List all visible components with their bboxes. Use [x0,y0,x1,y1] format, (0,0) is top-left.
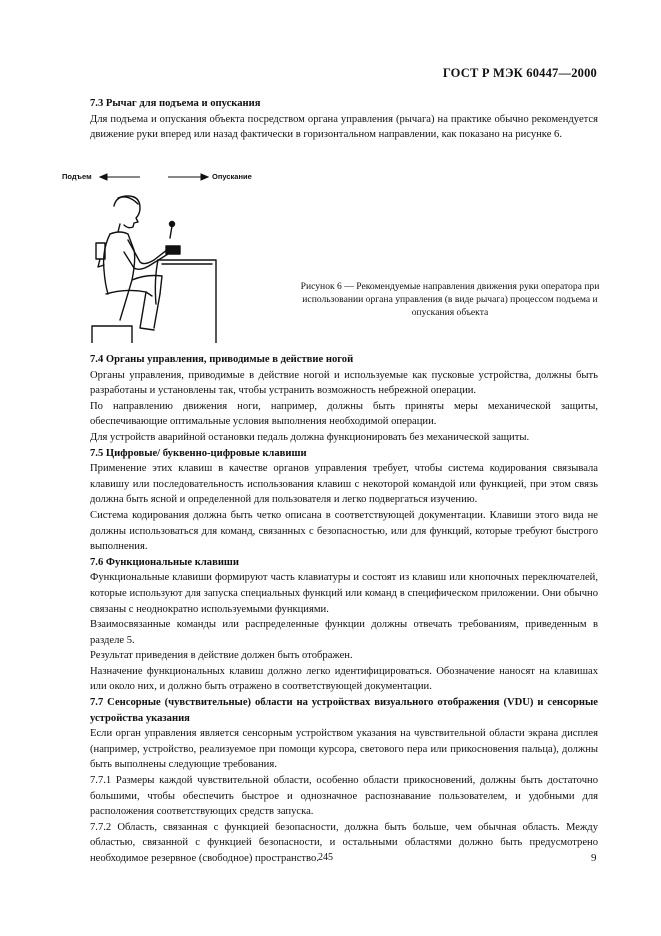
page-number-center: 245 [318,852,333,863]
section-7-4-heading: 7.4 Органы управления, приводимые в действие ногой [90,354,354,365]
section-7-3-paragraph: Для подъема и опускания объекта посредством органа управления (рычага) на практике обычно рекомендуется движение руки вперед или назад фактически в горизонтальном направлении, как показано на рисунке 6. [90,113,598,141]
section-7-4-paragraph-1: Органы управления, приводимые в действие ногой и используемые как пусковые устройства, должны быть разработаны и установлены так, чтобы устранить возможность небрежной операции. [90,369,598,397]
section-7-7-1-paragraph: 7.7.1 Размеры каждой чувствительной области, особенно области прикосновений, должны быть достаточно большими, чтобы обеспечить быстрое и однозначное распознавание пользователем, и удобными для расположения соответствующих средств запуска. [90,775,598,818]
standard-code: ГОСТ Р МЭК 60447—2000 [442,66,597,80]
section-7-3-heading: 7.3 Рычаг для подъема и опускания [90,98,261,109]
section-7-6-paragraph-2: Взаимосвязанные команды или распределенные функции должны отвечать требованиям, приведенным в разделе 5. [90,619,598,646]
down-arrow-head [201,174,208,180]
page-number-right: 9 [591,852,597,864]
section-7-7-paragraph-1: Если орган управления является сенсорным устройством указания на чувствительной области экрана дисплея (например, устройство, реализуемое при помощи курсора, светового пера или прикосновения пальца), должны быть выполнены следующие требования. [90,728,598,771]
section-7-6-paragraph-4: Назначение функциональных клавиш должно легко идентифицироваться. Обозначение наносят на клавишах или около них, и должно быть отражено в соответствующей документации. [90,665,598,693]
up-arrow-head [100,174,107,180]
section-7-6-paragraph-1: Функциональные клавиши формируют часть клавиатуры и состоят из клавиш или кнопочных переключателей, которые используют для запуска специальных функций или команд в специфическом приложении. Они обычно связаны с неоднократно используемыми функциями. [90,572,598,615]
operator-figure [92,196,216,343]
label-down: Опускание [212,172,252,181]
figure-6-caption: Рисунок 6 — Рекомендуемые направления движения руки оператора при использовании органа управления (в виде рычага) процессом подъема и опускания объекта [300,281,600,318]
operator-lever-illustration [62,168,302,343]
figure-6 [62,168,302,343]
direction-arrows [100,174,208,180]
section-7-6-heading: 7.6 Функциональные клавиши [90,556,239,568]
section-7-5-paragraph-2: Система кодирования должна быть четко описана в соответствующей документации. Клавиши этого вида не должны использоваться для команд, связанных с безопасностью, или для функций, которые требуют быстрого выполнения. [90,509,598,553]
section-7-6-paragraph-3: Результат приведения в действие должен быть отображен. [90,650,353,662]
label-up: Подъем [62,172,92,181]
section-7-7-2-paragraph: 7.7.2 Область, связанная с функцией безопасности, должна быть больше, чем обычная область. Между областью, связанной с функцией безопасности, и остальными областями должно быть предусмотрено необходимое резервное (свободное) пространство. [90,821,598,864]
section-7-5-paragraph-1: Применение этих клавиш в качестве органов управления требует, чтобы система кодирования связывала клавишу или последовательность использования клавиш с некоторой командой или функцией, при этом связь должна быть ясной и определенной для пользователя и легко подвергаться изучению. [90,463,598,506]
section-7-7-heading: 7.7 Сенсорные (чувствительные) области на устройствах визуального отображения (VDU) и сенсорные устройства указания [90,697,598,724]
section-7-4-paragraph-2: По направлению движения ноги, например, должны быть приняты меры механической защиты, обеспечивающие оптимальные условия выполнения необходимой операции. [90,400,598,428]
section-7-5-heading: 7.5 Цифровые/ буквенно-цифровые клавиши [90,447,307,459]
body-sections [90,352,598,867]
section-7-3 [90,96,598,143]
section-7-4-paragraph-3: Для устройств аварийной остановки педаль должна функционировать без механической защиты. [90,431,530,443]
